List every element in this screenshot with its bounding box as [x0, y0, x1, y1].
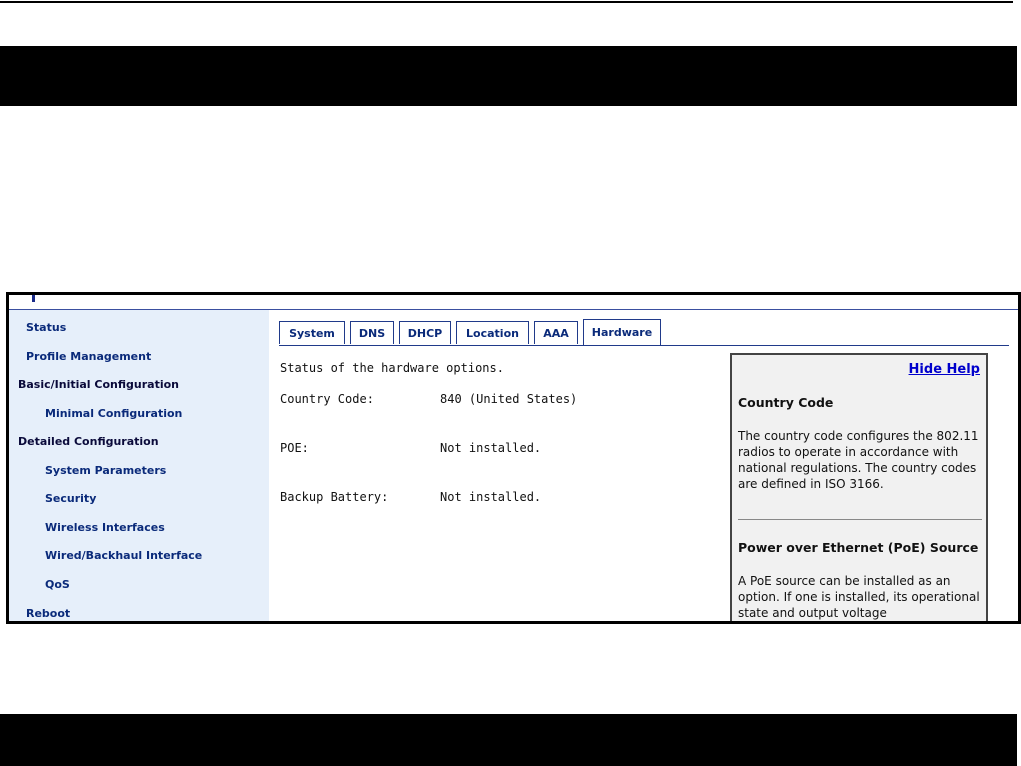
sidebar-item-system-parameters[interactable]: System Parameters — [45, 464, 167, 477]
help-country-code-body: The country code configures the 802.11 radios to operate in accordance with national regulations. The country codes are defined in ISO 3166. — [738, 429, 979, 491]
sidebar-item-qos[interactable]: QoS — [45, 578, 70, 591]
help-country-code-title: Country Code — [738, 395, 834, 410]
country-code-label: Country Code: — [280, 392, 374, 406]
tab-dhcp[interactable]: DHCP — [399, 321, 451, 344]
sidebar-item-profile-management[interactable]: Profile Management — [26, 350, 152, 363]
help-poe-body: A PoE source can be installed as an option. If one is installed, its operational state and output voltage — [738, 574, 980, 620]
sidebar-item-security[interactable]: Security — [45, 492, 97, 505]
page-description: Status of the hardware options. — [280, 361, 504, 375]
help-panel — [730, 353, 988, 624]
tab-location[interactable]: Location — [456, 321, 529, 344]
hide-help-link[interactable]: Hide Help — [908, 362, 980, 377]
redaction-bar-top — [0, 46, 1017, 106]
tab-system[interactable]: System — [279, 321, 345, 344]
top-rule — [0, 1, 1013, 3]
sidebar-section-detailed-config[interactable]: Detailed Configuration — [18, 435, 159, 448]
country-code-value: 840 (United States) — [440, 392, 578, 406]
poe-label: POE: — [280, 441, 309, 455]
sidebar-item-wireless-interfaces[interactable]: Wireless Interfaces — [45, 521, 165, 534]
sidebar-item-status[interactable]: Status — [26, 321, 67, 334]
sidebar-nav — [9, 310, 269, 624]
poe-value: Not installed. — [440, 441, 542, 455]
sidebar-section-basic-config[interactable]: Basic/Initial Configuration — [18, 378, 179, 391]
sidebar-item-wired-backhaul[interactable]: Wired/Backhaul Interface — [45, 549, 203, 562]
help-divider — [738, 519, 982, 520]
tab-dns[interactable]: DNS — [350, 321, 394, 344]
backup-battery-label: Backup Battery: — [280, 490, 389, 504]
help-poe-title: Power over Ethernet (PoE) Source — [738, 540, 979, 555]
tab-hardware[interactable]: Hardware — [583, 319, 661, 345]
redaction-bar-bottom — [0, 714, 1017, 766]
tab-bar — [279, 320, 1009, 346]
sidebar-item-minimal-config[interactable]: Minimal Configuration — [45, 407, 183, 420]
header-fragment — [32, 295, 35, 302]
tab-aaa[interactable]: AAA — [534, 321, 578, 344]
sidebar-item-reboot[interactable]: Reboot — [26, 607, 71, 620]
screenshot-frame — [6, 292, 1021, 624]
backup-battery-value: Not installed. — [440, 490, 542, 504]
